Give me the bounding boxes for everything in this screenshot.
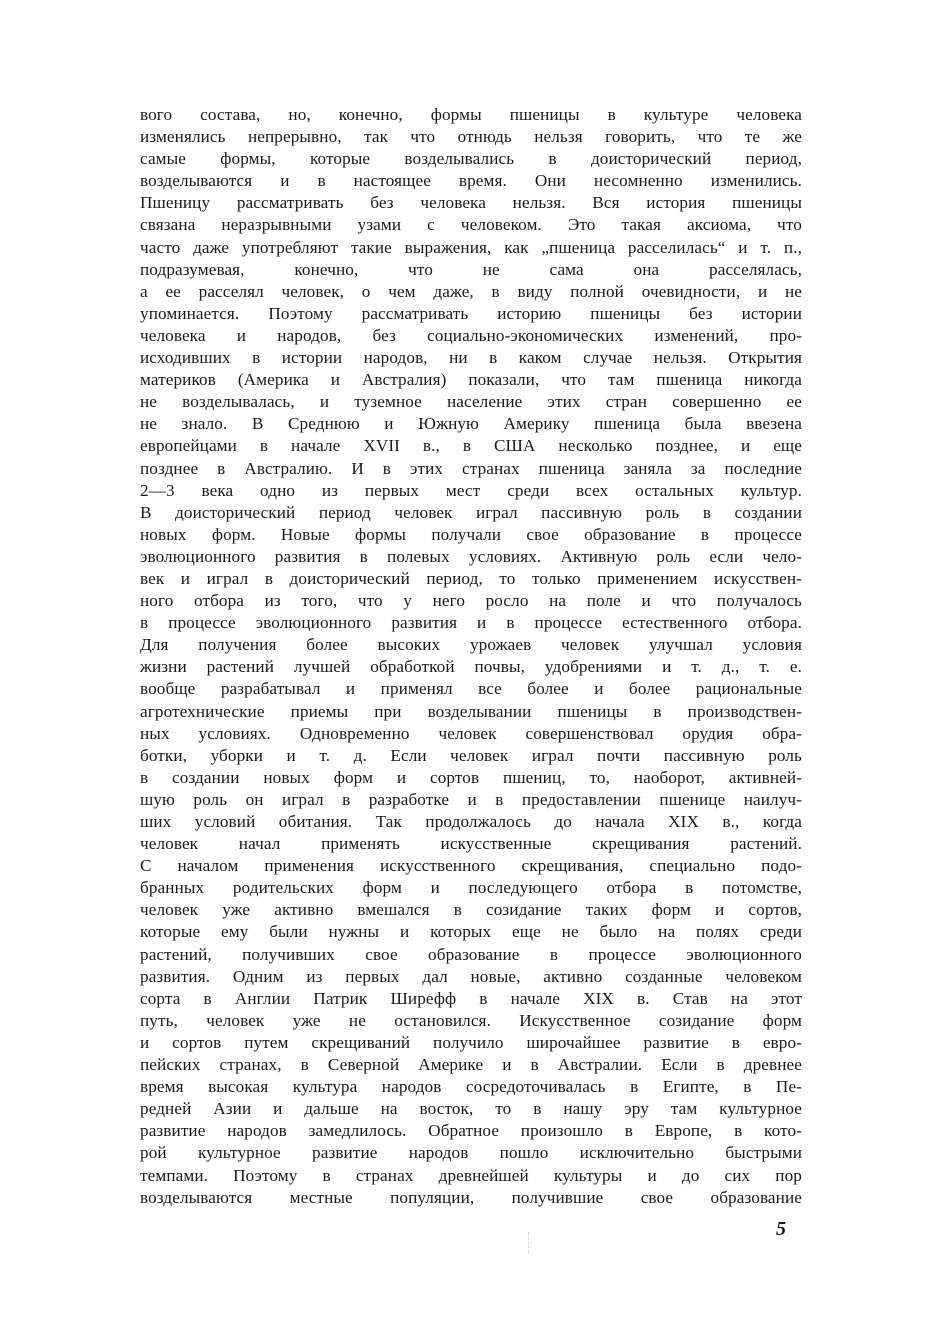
- text-line: Пшеницу рассматривать без человека нельзя. Вся история пшеницы: [140, 193, 802, 213]
- text-line: темпами. Поэтому в странах древнейшей культуры и до сих пор: [140, 1165, 802, 1185]
- text-line: европейцами в начале XVII в., в США несколько позднее, и еще: [140, 436, 802, 456]
- text-line: а ее расселял человек, о чем даже, в виду полной очевидности, и не: [140, 281, 802, 301]
- text-line: развитие народов замедлилось. Обратное произошло в Европе, в кото-: [140, 1121, 802, 1141]
- text-line: упоминается. Поэтому рассматривать историю пшеницы без истории: [140, 303, 802, 323]
- text-line: век и играл в доисторический период, то только применением искусствен-: [140, 568, 802, 588]
- text-line: ных условиях. Одновременно человек совершенствовал орудия обра-: [140, 723, 802, 743]
- text-line: время высокая культура народов сосредоточивалась в Египте, в Пе-: [140, 1077, 802, 1097]
- text-line: С началом применения искусственного скрещивания, специально подо-: [140, 856, 802, 876]
- body-text: [140, 104, 802, 1209]
- text-line: ботки, уборки и т. д. Если человек играл почти пассивную роль: [140, 745, 802, 765]
- text-line: человек уже активно вмешался в созидание таких форм и сортов,: [140, 900, 802, 920]
- text-line: изменялись непрерывно, так что отнюдь нельзя говорить, что те же: [140, 127, 802, 147]
- text-line: редней Азии и дальше на восток, то в нашу эру там культурное: [140, 1099, 802, 1119]
- text-line: вообще разрабатывал и применял все более и более рациональные: [140, 679, 802, 699]
- text-line: самые формы, которые возделывались в доисторический период,: [140, 149, 802, 169]
- text-line: шую роль он играл в разработке и в предоставлении пшенице наилуч-: [140, 789, 802, 809]
- text-line: часто даже употребляют такие выражения, как „пшеница расселилась“ и т. п., подразумевая, конечно, что не сама она расселялась,: [140, 237, 802, 279]
- text-line: жизни растений лучшей обработкой почвы, удобрениями и т. д., т. е.: [140, 657, 802, 677]
- text-line: развития. Одним из первых дал новые, активно созданные человеком: [140, 966, 802, 986]
- text-line: не знало. В Среднюю и Южную Америку пшеница была ввезена: [140, 414, 802, 434]
- text-line: позднее в Австралию. И в этих странах пшеница заняла за последние: [140, 458, 802, 478]
- text-line: не возделывалась, и туземное население этих стран совершенно ее: [140, 392, 802, 412]
- text-line: материков (Америка и Австралия) показали, что там пшеница никогда: [140, 370, 802, 390]
- text-line: В доисторический период человек играл пассивную роль в создании: [140, 502, 802, 522]
- text-line: бранных родительских форм и последующего отбора в потомстве,: [140, 878, 802, 898]
- text-line: и сортов путем скрещиваний получило широчайшее развитие в евро-: [140, 1032, 802, 1052]
- scan-speck: [528, 1232, 532, 1254]
- text-line: которые ему были нужны и которых еще не было на полях среди: [140, 922, 802, 942]
- text-line: растений, получивших свое образование в процессе эволюционного: [140, 944, 802, 964]
- text-line: пейских странах, в Северной Америке и в Австралии. Если в древнее: [140, 1055, 802, 1075]
- text-line: вого состава, но, конечно, формы пшеницы в культуре человека: [140, 105, 802, 124]
- text-line: эволюционного развития в полевых условиях. Активную роль если чело-: [140, 546, 802, 566]
- text-line: возделываются местные популяции, получившие свое образование: [140, 1187, 802, 1207]
- page-number: 5: [776, 1218, 786, 1240]
- text-line: ного отбора из того, что у него росло на поле и что получалось: [140, 591, 802, 611]
- text-line: в создании новых форм и сортов пшениц, то, наоборот, активней-: [140, 767, 802, 787]
- text-line: исходивших в истории народов, ни в каком случае нельзя. Открытия: [140, 348, 802, 368]
- text-line: рой культурное развитие народов пошло исключительно быстрыми: [140, 1143, 802, 1163]
- text-line: связана неразрывными узами с человеком. Это такая аксиома, что: [140, 215, 802, 235]
- text-line: ших условий обитания. Так продолжалось до начала XIX в., когда: [140, 812, 802, 831]
- text-line: человека и народов, без социально-экономических изменений, про-: [140, 325, 802, 345]
- text-line: в процессе эволюционного развития и в процессе естественного отбора.: [140, 613, 802, 633]
- text-line: человек начал применять искусственные скрещивания растений.: [140, 834, 802, 854]
- text-line: сорта в Англии Патрик Ширефф в начале XIX в. Став на этот: [140, 988, 802, 1008]
- text-line: возделываются и в настоящее время. Они несомненно изменились.: [140, 171, 802, 191]
- text-line: 2—3 века одно из первых мест среди всех остальных культур.: [140, 480, 802, 500]
- text-line: агротехнические приемы при возделывании пшеницы в производствен-: [140, 701, 802, 721]
- text-line: новых форм. Новые формы получали свое образование в процессе: [140, 524, 802, 544]
- text-line: Для получения более высоких урожаев человек улучшал условия: [140, 635, 802, 655]
- text-line: путь, человек уже не остановился. Искусственное созидание форм: [140, 1010, 802, 1030]
